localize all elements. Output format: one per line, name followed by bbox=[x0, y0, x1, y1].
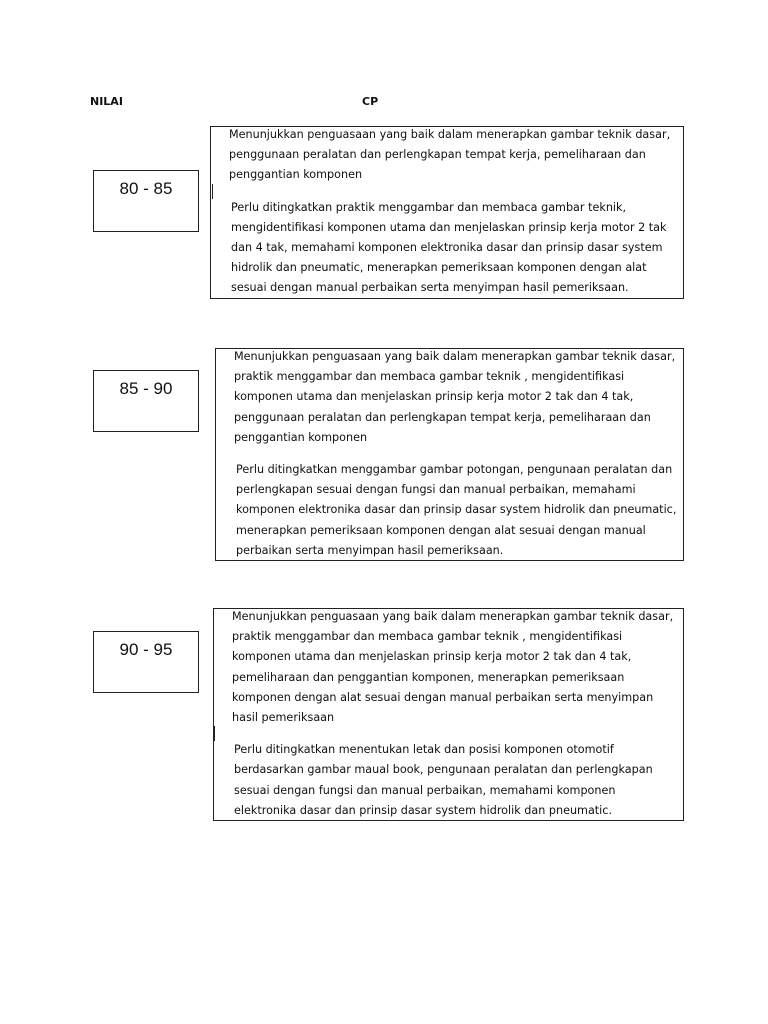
cp-strength-text: Menunjukkan penguasaan yang baik dalam menerapkan gambar teknik dasar, praktik menggambar dan membaca gambar teknik , mengidentifikasi komponen utama dan menjelaskan prinsip kerja motor 2 tak dan 4 tak, pemeliharaan dan penggantian komponen, menerapkan pemeriksaan komponen dengan alat sesuai dengan manual perbaikan serta menyimpan hasil pemeriksaan bbox=[232, 610, 674, 725]
nilai-range-label: 90 - 95 bbox=[119, 640, 173, 659]
nilai-header: NILAI bbox=[90, 95, 123, 108]
nilai-range-box bbox=[93, 631, 199, 693]
cp-improvement-text: Perlu ditingkatkan praktik menggambar dan membaca gambar teknik, mengidentifikasi komponen utama dan menjelaskan prinsip kerja motor 2 tak dan 4 tak, memahami komponen elektronika dasar dan prinsip dasar system hidrolik dan pneumatic, menerapkan pemeriksaan komponen dengan alat sesuai dengan manual perbaikan serta menyimpan hasil pemeriksaan. bbox=[231, 200, 667, 295]
nilai-range-label: 80 - 85 bbox=[119, 179, 173, 198]
cp-improvement-text: Perlu ditingkatkan menentukan letak dan posisi komponen otomotif berdasarkan gambar maual book, pengunaan peralatan dan perlengkapan sesuai dengan fungsi dan manual perbaikan, memahami komponen elektronika dasar dan prinsip dasar system hidrolik dan pneumatic. bbox=[234, 743, 653, 817]
cp-description-box bbox=[210, 126, 684, 299]
cp-strength-text: Menunjukkan penguasaan yang baik dalam menerapkan gambar teknik dasar, praktik menggambar dan membaca gambar teknik , mengidentifikasi komponen utama dan menjelaskan prinsip kerja motor 2 tak dan 4 tak, penggunaan peralatan dan perlengkapan tempat kerja, pemeliharaan dan penggantian komponen bbox=[234, 350, 676, 444]
nilai-range-box bbox=[93, 370, 199, 432]
cp-improvement-text: Perlu ditingkatkan menggambar gambar potongan, pengunaan peralatan dan perlengkapan sesuai dengan fungsi dan manual perbaikan, memahami komponen elektronika dasar dan prinsip dasar system hidrolik dan pneumatic, menerapkan pemeriksaan komponen dengan alat sesuai dengan manual perbaikan serta menyimpan hasil pemeriksaan. bbox=[236, 463, 677, 557]
nilai-range-box bbox=[93, 170, 199, 232]
cp-strength-text: Menunjukkan penguasaan yang baik dalam menerapkan gambar teknik dasar, penggunaan peralatan dan perlengkapan tempat kerja, pemeliharaan dan penggantian komponen bbox=[229, 128, 671, 182]
cp-description-box bbox=[213, 608, 684, 821]
nilai-range-label: 85 - 90 bbox=[119, 379, 173, 398]
cp-description-box bbox=[215, 348, 684, 561]
cp-header: CP bbox=[362, 95, 379, 108]
